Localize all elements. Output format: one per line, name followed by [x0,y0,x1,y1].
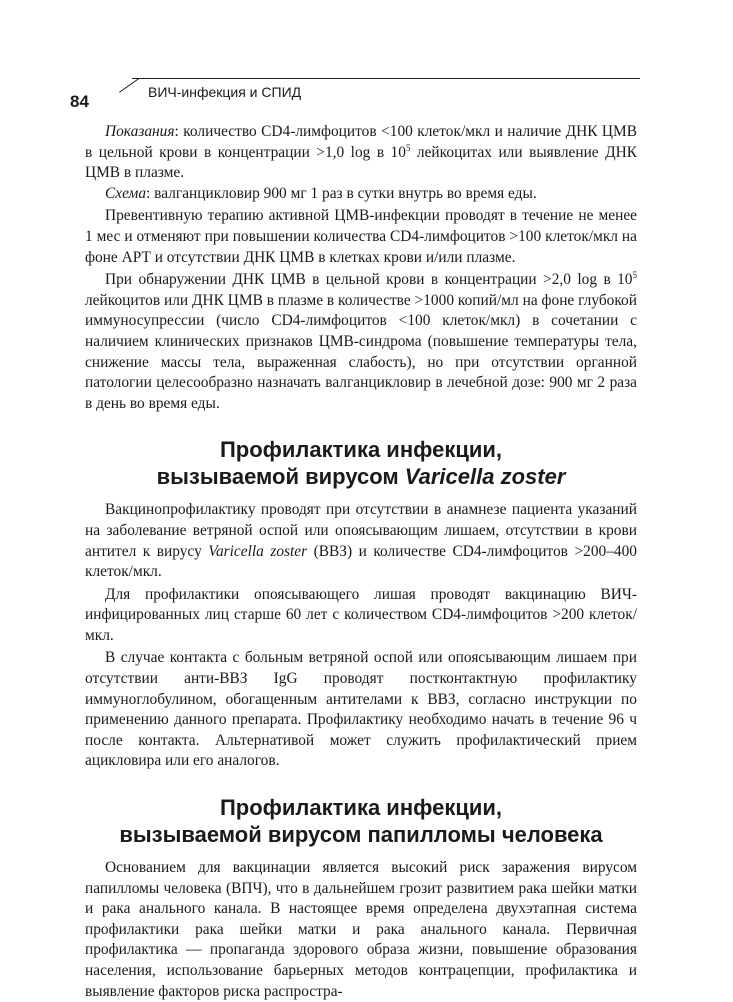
scheme-label: Схема [105,184,147,202]
indications-paragraph [85,122,637,184]
indications-superscript: 5 [405,142,411,153]
cmv-detection-text-2: лейкоцитов или ДНК ЦМВ в плазме в количестве >1000 копий/мл на фоне глубокой иммуносупрессии (число CD4-лимфоцитов <100 клеток/мкл) в сочетании с наличием клинических признаков ЦМВ-синдрома (повышение температуры тела, снижение массы тела, выраженная слабость), но при отсутствии органной патологии целесообразно назначать валганцикловир в лечебной дозе: 900 мг 2 раза в день во время еды. [85,291,637,412]
indications-tail: лейкоцитах или выявление ДНК ЦМВ в плазме. [85,143,637,182]
running-title: ВИЧ-инфекция и СПИД [148,84,302,100]
post-exposure-paragraph: В случае контакта с больным ветряной оспой или опоясывающим лишаем при отсутствии анти-ВВЗ IgG проводят постконтактную профилактику иммуноглобулином, обогащенным антителами к ВВЗ, согласно инструкции по применению данного препарата. Профилактику необходимо начать в течение 96 ч после контакта. Альтернативой может служить профилактический прием ацикловира или его аналогов. [85,649,637,770]
zoster-prevention-paragraph: Для профилактики опоясывающего лишая проводят вакцинацию ВИЧ-инфицированных лиц старше 60 лет с количеством CD4-лимфоцитов >200 клеток/мкл. [85,585,637,644]
page-body [85,122,637,1002]
scheme-text: : валганцикловир 900 мг 1 раз в сутки внутрь во время еды. [146,184,537,202]
hpv-section-heading [85,794,637,848]
varicella-heading-line-1: Профилактика инфекции, [219,437,503,463]
varicella-p1-virus-name: Varicella zoster [208,542,308,560]
hpv-heading-line-1: Профилактика инфекции, [219,795,503,821]
hpv-heading-line-2: вызываемой вирусом папилломы человека [119,822,603,848]
hpv-vaccination-paragraph: Основанием для вакцинации является высокий риск заражения вирусом папилломы человека (ВПЧ), что в дальнейшем грозит развитием рака шейки матки и рака анального канала. В настоящее время определена двухэтапная система профилактики рака шейки матки и рака анального канала. Первичная профилактика — пропаганда здорового образа жизни, повышение образования населения, использование барьерных методов контрацепции, профилактика и выявление факторов риска распростра- [85,859,637,1000]
header-rule-slant [119,78,139,93]
varicella-section-heading [85,436,637,490]
varicella-heading-prefix: вызываемой вирусом [156,464,405,490]
cmv-detection-paragraph [85,270,637,414]
page-header [70,78,640,118]
varicella-p1-text-a: Вакцинопрофилактику проводят при отсутствии в анамнезе пациента указаний на заболевание ветряной оспой или опоясывающим лишаем, отсутствии в крови антител к вирусу [85,501,637,560]
scheme-paragraph [85,184,637,205]
indications-label: Показания [105,123,175,140]
varicella-heading-line-2 [85,463,637,490]
cmv-detection-text-1: При обнаружении ДНК ЦМВ в цельной крови в концентрации >2,0 log в 10 [105,271,633,289]
indications-text: : количество CD4-лимфоцитов <100 клеток/мкл и наличие ДНК ЦМВ в цельной крови в концентрации >1,0 log в 10 [85,123,637,161]
cmv-detection-superscript: 5 [632,270,637,281]
varicella-vaccination-paragraph [85,500,637,582]
header-rule [132,78,640,79]
preventive-therapy-paragraph: Превентивную терапию активной ЦМВ-инфекции проводят в течение не менее 1 мес и отменяют при повышении количества CD4-лимфоцитов >100 клеток/мкл на фоне АРТ и отсутствии ДНК ЦМВ в клетках крови и/или плазме. [85,207,637,266]
varicella-p1-text-b: (ВВЗ) и количестве CD4-лимфоцитов >200–400 клеток/мкл. [85,542,637,581]
varicella-heading-virus-name: Varicella zoster [404,464,566,490]
page-number: 84 [70,92,89,111]
